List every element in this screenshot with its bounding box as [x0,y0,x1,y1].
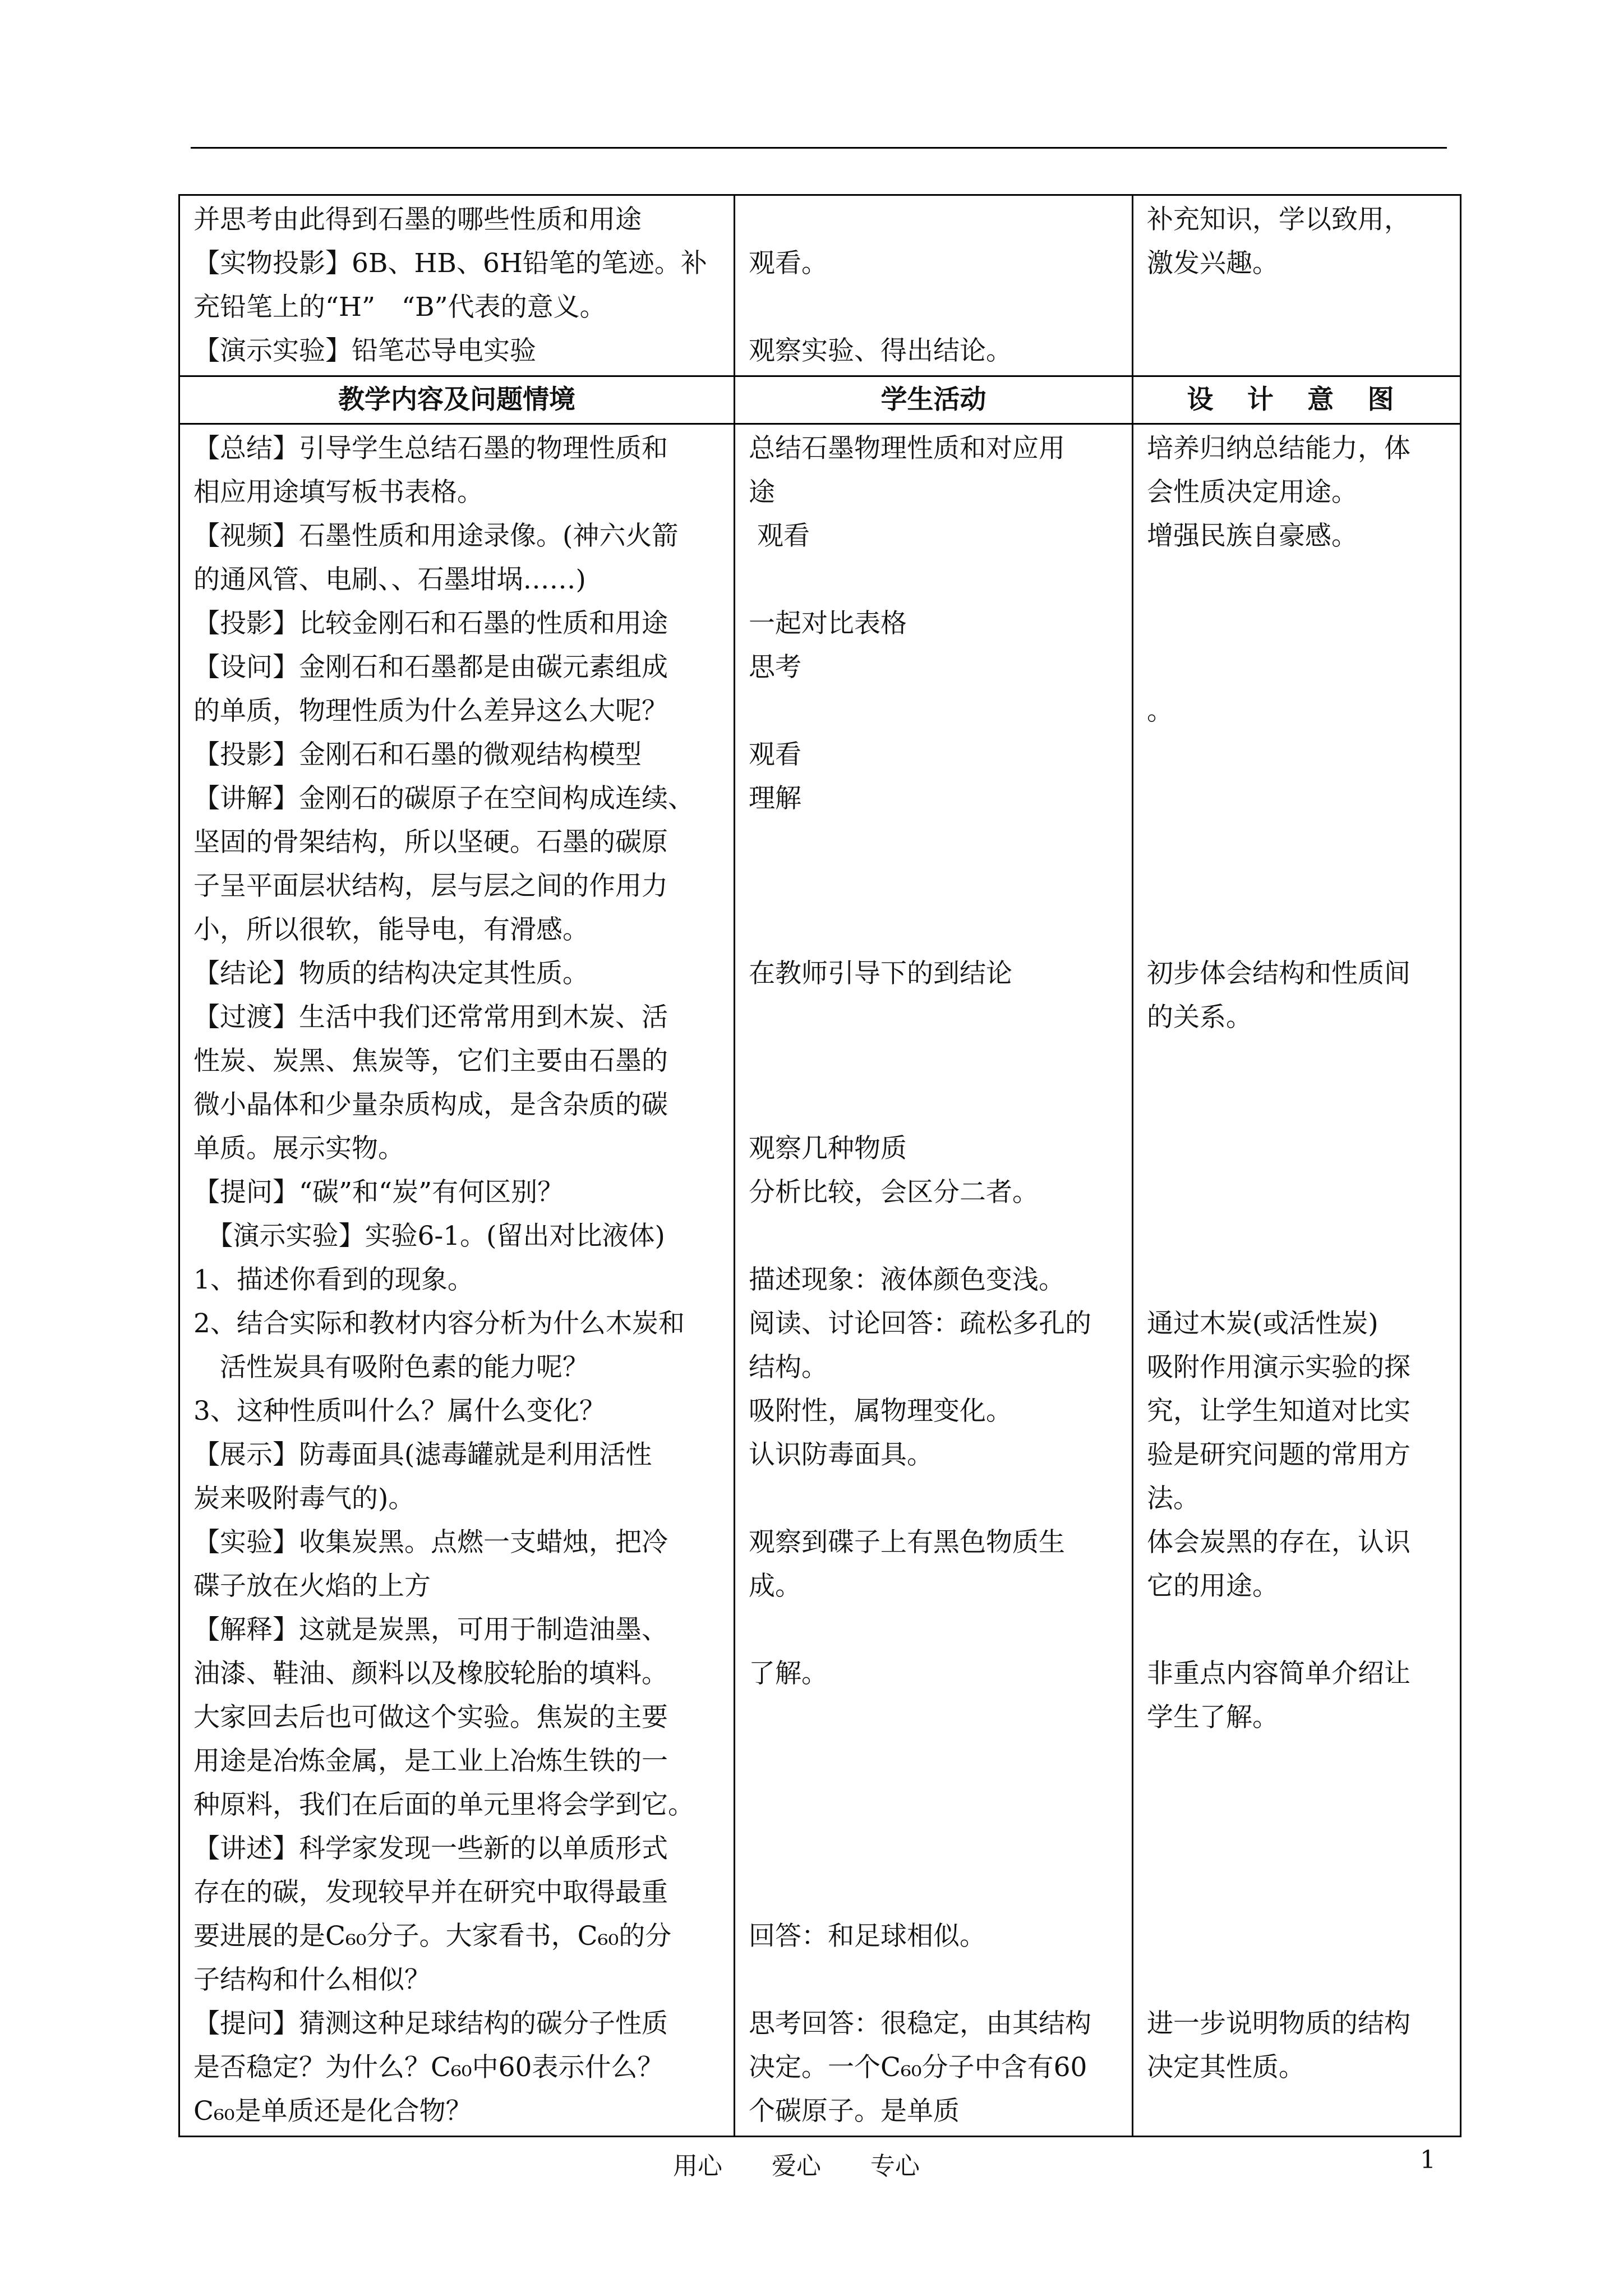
cell-line [1147,1127,1446,1171]
cell-line: 究，让学生知道对比实 [1147,1396,1410,1427]
cell-line: 初步体会结构和性质间 [1147,958,1410,989]
cell-line: 【解释】这就是炭黑，可用于制造油墨、 [193,1614,668,1645]
cell-line: 子呈平面层状结构，层与层之间的作用力 [193,871,668,901]
cell-line: 观看 [749,521,810,551]
header-rule [191,147,1447,149]
cell-line [1147,1958,1446,2002]
cell-line [749,996,1118,1039]
cell-line: 碟子放在火焰的上方 [193,1571,431,1602]
top-intent-cell [1133,195,1461,376]
cell-line: 【实物投影】6B、HB、6H铅笔的笔迹。补 [193,248,707,279]
header-intent: 设 计 意 图 [1133,376,1461,424]
cell-line: 炭来吸附毒气的)。 [193,1483,415,1514]
cell-line: 非重点内容简单介绍让 [1147,1658,1410,1689]
cell-line [1147,777,1446,821]
cell-line: 补充知识，学以致用， [1147,204,1410,235]
cell-line: 【展示】防毒面具(滤毒罐就是利用活性 [193,1439,652,1470]
main-intent-cell [1133,424,1461,2137]
cell-line [1147,1915,1446,1958]
cell-line: 了解。 [749,1658,828,1689]
cell-line: 【实验】收集炭黑。点燃一支蜡烛，把冷 [193,1527,668,1558]
cell-line: 吸附性，属物理变化。 [749,1396,1012,1427]
cell-line [1147,864,1446,908]
cell-line [1147,1214,1446,1258]
cell-line [749,1871,1118,1915]
cell-line: 的关系。 [1147,1002,1252,1033]
cell-line: 【结论】物质的结构决定其性质。 [193,958,589,989]
cell-line: 培养归纳总结能力，体 [1147,433,1410,464]
cell-line: 观察到碟子上有黑色物质生 [749,1527,1065,1558]
cell-line [1147,821,1446,864]
cell-line: 会性质决定用途。 [1147,477,1358,508]
footer-motto: 用心 爱心 专心 [673,2152,920,2180]
cell-line: 存在的碳，发现较早并在研究中取得最重 [193,1877,668,1908]
cell-line: 【提问】猜测这种足球结构的碳分子性质 [193,2008,668,2039]
cell-line [1147,908,1446,952]
cell-line: 相应用途填写板书表格。 [193,477,483,508]
top-activity-cell [735,195,1133,376]
cell-line [1147,1258,1446,1302]
cell-line: 种原料，我们在后面的单元里将会学到它。 [193,1789,694,1820]
top-content-cell [179,195,735,376]
cell-line: 观看 [749,739,801,770]
cell-line: 体会炭黑的存在，认识 [1147,1527,1410,1558]
cell-line: 【演示实验】实验6-1。(留出对比液体) [193,1221,665,1251]
cell-line: 进一步说明物质的结构 [1147,2008,1410,2039]
cell-line: 个碳原子。是单质 [749,2096,960,2127]
cell-line: 3、这种性质叫什么？属什么变化？ [193,1396,606,1427]
cell-line: 【讲解】金刚石的碳原子在空间构成连续、 [193,783,694,814]
cell-line [749,286,1118,329]
header-activity: 学生活动 [735,376,1133,424]
cell-line: 成。 [749,1571,801,1602]
cell-line: 坚固的骨架结构，所以坚硬。石墨的碳原 [193,827,668,858]
cell-line: 【总结】引导学生总结石墨的物理性质和 [193,433,668,464]
cell-line: 激发兴趣。 [1147,248,1279,279]
cell-line: 描述现象：液体颜色变浅。 [749,1264,1065,1295]
cell-line [1147,1039,1446,1083]
cell-line [1147,1783,1446,1827]
cell-line: 【视频】石墨性质和用途录像。(神六火箭 [193,521,679,551]
cell-line: 是否稳定？为什么？C₆₀中60表示什么？ [193,2052,664,2083]
cell-line: 小，所以很软，能导电，有滑感。 [193,914,589,945]
cell-line [749,1083,1118,1127]
cell-line: 性炭、炭黑、焦炭等，它们主要由石墨的 [193,1046,668,1076]
cell-line [749,821,1118,864]
cell-line [749,198,1118,242]
cell-line [749,1608,1118,1652]
cell-line: 观察几种物质 [749,1133,907,1164]
cell-line: 途 [749,477,775,508]
cell-line [749,1039,1118,1083]
cell-line: 验是研究问题的常用方 [1147,1439,1410,1470]
main-row [179,424,1461,2137]
cell-line: 单质。展示实物。 [193,1133,404,1164]
cell-line [749,1477,1118,1521]
cell-line: 结构。 [749,1352,828,1383]
cell-line [1147,2090,1446,2133]
cell-line: 思考回答：很稳定，由其结构 [749,2008,1091,2039]
cell-line: 思考 [749,652,801,683]
cell-line: 大家回去后也可做这个实验。焦炭的主要 [193,1702,668,1733]
cell-line: 活性炭具有吸附色素的能力呢？ [193,1352,589,1383]
cell-line: 用途是冶炼金属，是工业上冶炼生铁的一 [193,1746,668,1777]
cell-line: 【提问】“碳”和“炭”有何区别？ [193,1177,564,1208]
cell-line: 阅读、讨论回答：疏松多孔的 [749,1308,1091,1339]
cell-line [1147,1827,1446,1871]
cell-line: 法。 [1147,1483,1200,1514]
cell-line [1147,1740,1446,1783]
cell-line: 吸附作用演示实验的探 [1147,1352,1410,1383]
cell-line [749,689,1118,733]
top-row [179,195,1461,376]
cell-line: 观看。 [749,248,828,279]
cell-line: 增强民族自豪感。 [1147,521,1358,551]
cell-line [1147,1871,1446,1915]
main-content-cell [179,424,735,2137]
cell-line [749,1740,1118,1783]
cell-line [1147,286,1446,329]
main-activity-cell [735,424,1133,2137]
cell-line: 2、结合实际和教材内容分析为什么木炭和 [193,1308,685,1339]
cell-line [749,908,1118,952]
cell-line: 【投影】比较金刚石和石墨的性质和用途 [193,608,668,639]
cell-line: 认识防毒面具。 [749,1439,933,1470]
cell-line: 决定。一个C₆₀分子中含有60 [749,2052,1087,2083]
cell-line: 【讲述】科学家发现一些新的以单质形式 [193,1833,668,1864]
cell-line: 的单质，物理性质为什么差异这么大呢？ [193,696,668,726]
cell-line: 子结构和什么相似？ [193,1964,431,1995]
header-row [179,376,1461,424]
cell-line: 。 [1147,696,1173,726]
cell-line: 在教师引导下的到结论 [749,958,1012,989]
cell-line: 【设问】金刚石和石墨都是由碳元素组成 [193,652,668,683]
cell-line [1147,1171,1446,1214]
cell-line [1147,602,1446,646]
cell-line: 通过木炭(或活性炭) [1147,1308,1378,1339]
cell-line: 充铅笔上的“H” “B”代表的意义。 [193,292,606,323]
cell-line: 回答：和足球相似。 [749,1921,986,1952]
cell-line: 总结石墨物理性质和对应用 [749,433,1065,464]
cell-line: 理解 [749,783,801,814]
cell-line: 【过渡】生活中我们还常常用到木炭、活 [193,1002,668,1033]
cell-line: 要进展的是C₆₀分子。大家看书，C₆₀的分 [193,1921,672,1952]
cell-line [749,864,1118,908]
lesson-plan-table [178,194,1461,2137]
cell-line: 油漆、鞋油、颜料以及橡胶轮胎的填料。 [193,1658,668,1689]
cell-line: 一起对比表格 [749,608,907,639]
cell-line: 它的用途。 [1147,1571,1279,1602]
cell-line [1147,646,1446,689]
cell-line: C₆₀是单质还是化合物？ [193,2096,472,2127]
cell-line [749,1958,1118,2002]
cell-line [749,1783,1118,1827]
cell-line [1147,733,1446,777]
cell-line [1147,1608,1446,1652]
page-number: 1 [1420,2146,1436,2174]
cell-line: 微小晶体和少量杂质构成，是含杂质的碳 [193,1089,668,1120]
cell-line [1147,329,1446,373]
cell-line: 1、描述你看到的现象。 [193,1264,474,1295]
cell-line: 学生了解。 [1147,1702,1279,1733]
cell-line: 决定其性质。 [1147,2052,1305,2083]
cell-line: 【投影】金刚石和石墨的微观结构模型 [193,739,642,770]
cell-line [749,1214,1118,1258]
cell-line [749,558,1118,602]
cell-line [1147,558,1446,602]
cell-line [749,1827,1118,1871]
cell-line: 并思考由此得到石墨的哪些性质和用途 [193,204,642,235]
cell-line: 的通风管、电刷、、石墨坩埚……) [193,564,586,595]
cell-line [749,1696,1118,1740]
cell-line: 观察实验、得出结论。 [749,335,1012,366]
cell-line: 【演示实验】铅笔芯导电实验 [193,335,536,366]
cell-line: 分析比较，会区分二者。 [749,1177,1039,1208]
cell-line [1147,1083,1446,1127]
header-content: 教学内容及问题情境 [179,376,735,424]
